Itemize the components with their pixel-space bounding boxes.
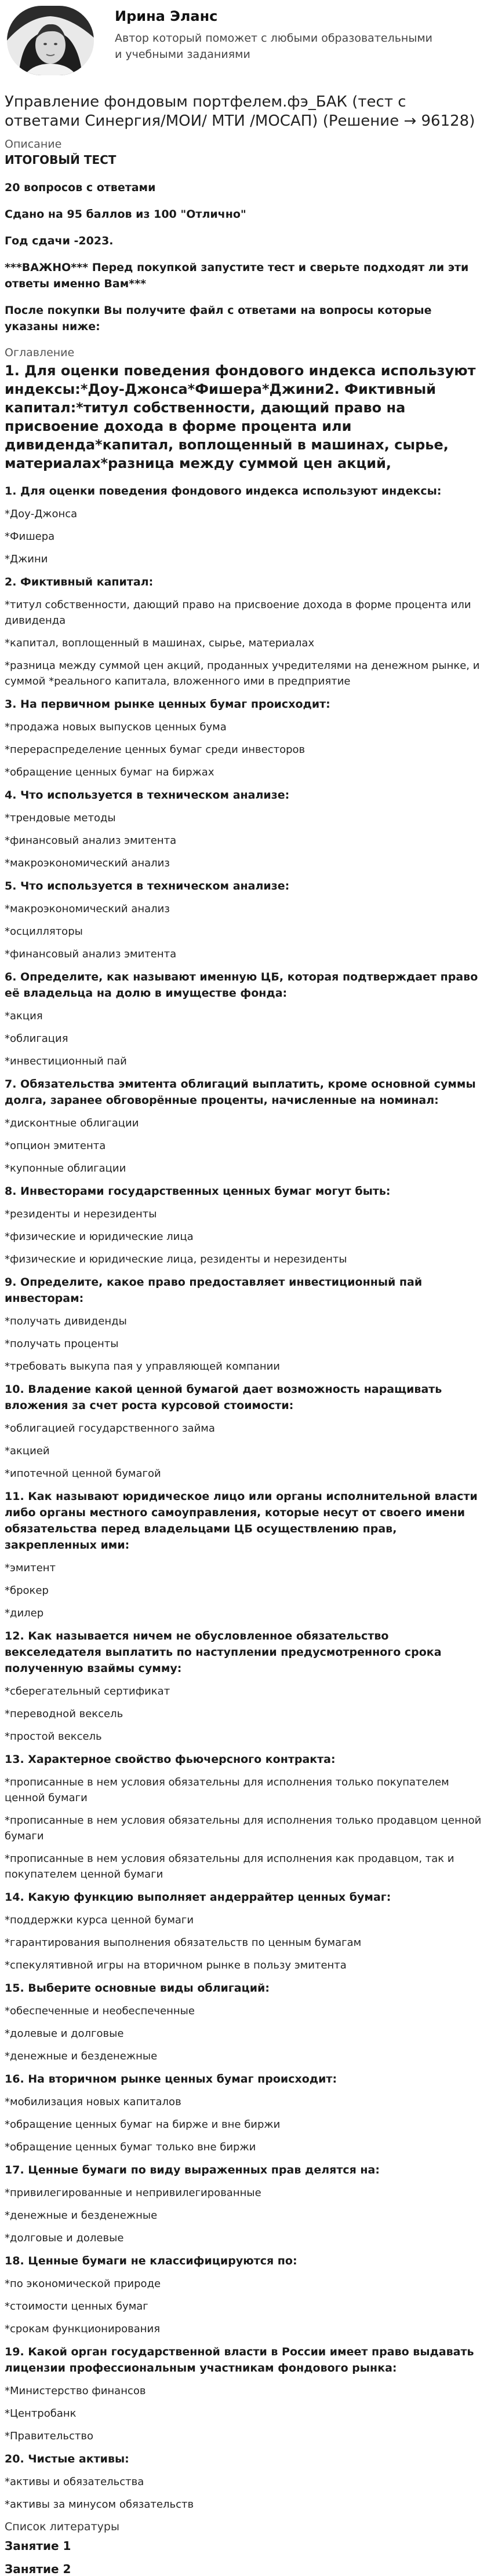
answer-option: *Доу-Джонса (5, 508, 78, 520)
answer-option: *резиденты и нерезиденты (5, 1208, 157, 1220)
author-description: Автор который поможет с любыми образовательными и учебными заданиями (115, 32, 433, 61)
answer-option: *требовать выкупа пая у управляющей компании (5, 1360, 280, 1373)
answer-option: *Фишера (5, 530, 55, 543)
answer-option: *дисконтные облигации (5, 1117, 139, 1129)
answer-option: *поддержки курса ценной бумаги (5, 1914, 194, 1926)
question-heading: 1. Для оценки поведения фондового индекса используют индексы: (5, 485, 442, 497)
question-heading: 3. На первичном рынке ценных бумаг происходит: (5, 698, 330, 711)
question-heading: 14. Какую функцию выполняет андеррайтер ценных бумаг: (5, 1891, 391, 1904)
answer-option: *облигация (5, 1033, 68, 1045)
answer-option: *продажа новых выпусков ценных бума (5, 721, 227, 733)
answer-option: *долевые и долговые (5, 2028, 124, 2040)
answer-option: *прописанные в нем условия обязательны для исполнения только продавцом ценной бумаги (5, 1814, 482, 1842)
answer-option: *Министерство финансов (5, 2385, 146, 2397)
answer-option: *гарантирования выполнения обязательств по ценным бумагам (5, 1937, 362, 1949)
answer-option: *титул собственности, дающий право на присвоение дохода в форме процента или дивиденда (5, 599, 471, 627)
question-heading: 10. Владение какой ценной бумагой дает возможность наращивать вложения за счет роста курсовой стоимости: (5, 1383, 442, 1412)
answer-option: *облигацией государственного займа (5, 1422, 215, 1435)
answer-option: *долговые и долевые (5, 2232, 124, 2244)
session-2[interactable]: Занятие 2 (5, 2562, 71, 2576)
answer-option: *привилегированные и непривилегированные (5, 2187, 261, 2199)
question-heading: 8. Инвесторами государственных ценных бумаг могут быть: (5, 1185, 391, 1198)
question-heading: 12. Как называется ничем не обусловленное обязательство векселедателя выплатить по наступлении предусмотренного срока полученную взаймы сумму: (5, 1630, 442, 1675)
question-heading: 19. Какой орган государственной власти в России имеет право выдавать лицензии профессиональным участникам фондового рынка: (5, 2346, 474, 2374)
answer-option: *осцилляторы (5, 925, 83, 938)
answer-option: *финансовый анализ эмитента (5, 835, 177, 847)
question-heading: 7. Обязательства эмитента облигаций выплатить, кроме основной суммы долга, заранее обговорённые проценты, начисленные на номинал: (5, 1078, 476, 1107)
questions-list (5, 483, 485, 2512)
answer-option: *обращение ценных бумаг на биржах (5, 766, 214, 778)
answer-option: *сберегательный сертификат (5, 1685, 170, 1697)
answer-option: *обращение ценных бумаг на бирже и вне биржи (5, 2118, 281, 2131)
author-info (115, 8, 439, 63)
session-1[interactable]: Занятие 1 (5, 2539, 71, 2553)
question-heading: 5. Что используется в техническом анализе: (5, 880, 290, 892)
answer-option: *макроэкономический анализ (5, 903, 170, 915)
answer-option: *капитал, воплощенный в машинах, сырье, материалах (5, 637, 315, 649)
answer-option: *акция (5, 1010, 43, 1022)
answer-option: *опцион эмитента (5, 1140, 106, 1152)
answer-option: *трендовые методы (5, 812, 116, 824)
answer-option: *активы и обязательства (5, 2476, 144, 2488)
author-name[interactable]: Ирина Эланс (115, 8, 218, 24)
question-heading: 9. Определите, какое право предоставляет инвестиционный пай инвесторам: (5, 1276, 423, 1305)
intro-line: Год сдачи -2023. (5, 235, 114, 247)
avatar-image (7, 6, 94, 75)
question-heading: 11. Как называют юридическое лицо или органы исполнительной власти либо органы местного самоуправления, которые несут от своего имени обязательства перед владельцами ЦБ осуществлению прав, закрепленных ими: (5, 1490, 478, 1552)
answer-option: *макроэкономический анализ (5, 857, 170, 869)
question-heading: 17. Ценные бумаги по виду выраженных прав делятся на: (5, 2164, 380, 2176)
answer-option: *Центробанк (5, 2407, 77, 2420)
question-heading: 2. Фиктивный капитал: (5, 576, 154, 588)
answer-option: *прописанные в нем условия обязательны для исполнения только покупателем ценной бумаги (5, 1776, 449, 1804)
answer-option: *купонные облигации (5, 1162, 126, 1174)
intro-line: Сдано на 95 баллов из 100 "Отлично" (5, 208, 246, 221)
intro-line: 20 вопросов с ответами (5, 181, 156, 194)
answer-option: *денежные и безденежные (5, 2050, 158, 2062)
answer-option: *денежные и безденежные (5, 2209, 158, 2222)
answer-option: *Джини (5, 553, 48, 565)
answer-option: *простой вексель (5, 1730, 102, 1743)
toc-heading[interactable]: 1. Для оценки поведения фондового индекса используют индексы:*Доу-Джонса*Фишера*Джини2. Фиктивный капитал:*титул собственности, дающий право на присвоение дохода в форме процента или дивиденда*капитал, воплощенный в машинах, сырье, материалах*разница между суммой цен акций, (5, 363, 476, 471)
answer-option: *брокер (5, 1585, 49, 1597)
answer-option: *дилер (5, 1607, 44, 1619)
important-note: ***ВАЖНО*** Перед покупкой запустите тест и сверьте подходят ли эти ответы именно Вам*** (5, 261, 469, 290)
answer-option: *эмитент (5, 1562, 56, 1574)
answer-option: *акцией (5, 1445, 50, 1457)
answer-option: *мобилизация новых капиталов (5, 2096, 181, 2108)
toc-label: Оглавление (5, 346, 75, 359)
final-test-heading: ИТОГОВЫЙ ТЕСТ (5, 153, 117, 167)
literature-link[interactable]: Список литературы (5, 2520, 119, 2533)
answer-option: *физические и юридические лица, резиденты и нерезиденты (5, 1253, 347, 1265)
question-heading: 15. Выберите основные виды облигаций: (5, 1982, 270, 1995)
question-heading: 18. Ценные бумаги не классифицируются по: (5, 2255, 297, 2267)
question-heading: 13. Характерное свойство фьючерсного контракта: (5, 1753, 336, 1766)
answer-option: *срокам функционирования (5, 2323, 161, 2335)
answer-option: *Правительство (5, 2430, 93, 2442)
question-heading: 20. Чистые активы: (5, 2453, 129, 2465)
question-heading: 16. На вторичном рынке ценных бумаг происходит: (5, 2073, 337, 2085)
answer-option: *инвестиционный пай (5, 1055, 127, 1067)
description-label: Описание (5, 138, 62, 151)
answer-option: *по экономической природе (5, 2278, 161, 2290)
answer-option: *перераспределение ценных бумаг среди инвесторов (5, 744, 305, 756)
answer-option: *ипотечной ценной бумагой (5, 1468, 161, 1480)
answer-option: *физические и юридические лица (5, 1231, 194, 1243)
answer-option: *разница между суммой цен акций, проданных учредителями на денежном рынке, и суммой *реального капитала, вложенного ими в предприятие (5, 660, 480, 687)
answer-option: *стоимости ценных бумаг (5, 2300, 148, 2312)
answer-option: *активы за минусом обязательств (5, 2498, 194, 2511)
answer-option: *получать проценты (5, 1338, 119, 1350)
answer-option: *обращение ценных бумаг только вне биржи (5, 2141, 256, 2153)
answer-option: *получать дивиденды (5, 1315, 127, 1327)
answer-option: *переводной вексель (5, 1708, 123, 1720)
answer-option: *обеспеченные и необеспеченные (5, 2005, 195, 2017)
author-avatar[interactable] (7, 6, 94, 75)
author-header (5, 0, 485, 81)
answer-option: *спекулятивной игры на вторичном рынке в пользу эмитента (5, 1959, 347, 1971)
answer-option: *финансовый анализ эмитента (5, 948, 177, 960)
question-heading: 6. Определите, как называют именную ЦБ, которая подтверждает право её владельца на долю в имуществе фонда: (5, 971, 478, 1000)
page-title: Управление фондовым портфелем.фэ_БАК (тест с ответами Синергия/МОИ/ МТИ /МОСАП) (Решение → 96128) (5, 93, 475, 130)
question-heading: 4. Что используется в техническом анализе: (5, 789, 290, 802)
after-purchase-note: После покупки Вы получите файл с ответами на вопросы которые указаны ниже: (5, 304, 432, 333)
answer-option: *прописанные в нем условия обязательны для исполнения как продавцом, так и покупателем ценной бумаги (5, 1853, 454, 1880)
